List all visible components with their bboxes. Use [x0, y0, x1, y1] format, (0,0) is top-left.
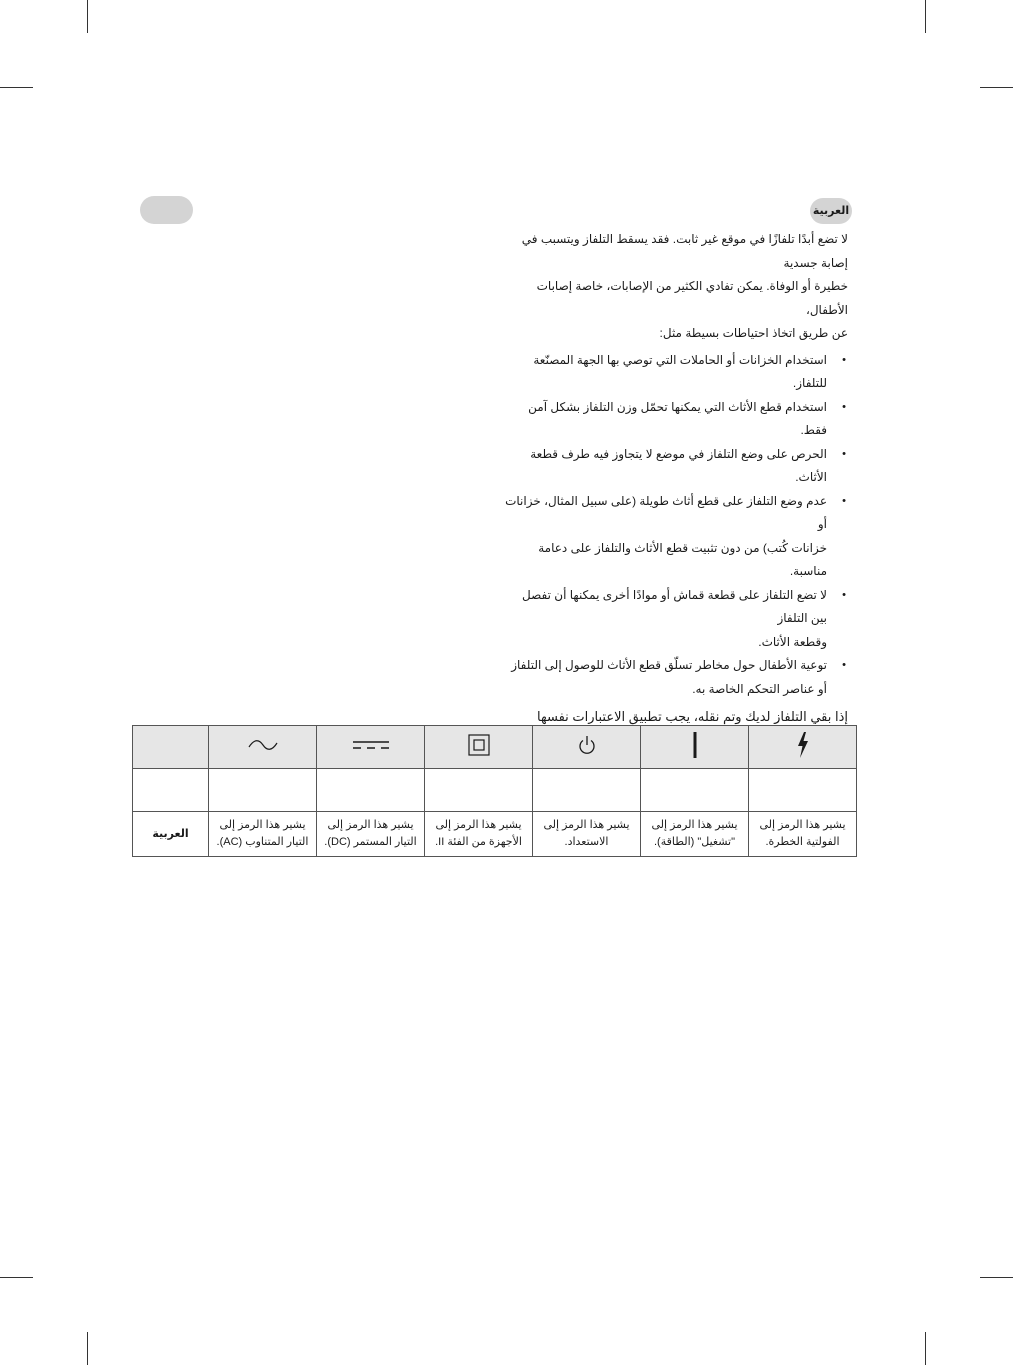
- standby-icon: [578, 735, 596, 755]
- ac-current-icon: [248, 739, 278, 751]
- symbol-description: يشير هذا الرمز إلى التيار المتناوب (AC).: [209, 812, 317, 857]
- symbol-cell-standby: [533, 726, 641, 769]
- intro-line: عن طريق اتخاذ احتياطات بسيطة مثل:: [659, 326, 848, 340]
- class-ii-icon: [468, 734, 490, 756]
- power-on-line-icon: [692, 732, 698, 758]
- symbol-description: يشير هذا الرمز إلى التيار المستمر (DC).: [317, 812, 425, 857]
- precautions-list: [505, 349, 848, 702]
- symbol-cell-lightning: [749, 726, 857, 769]
- symbol-description: يشير هذا الرمز إلى الأجهزة من الفئة II.: [425, 812, 533, 857]
- table-cell: [425, 769, 533, 812]
- list-item: • عدم وضع التلفاز على قطع أثاث طويلة (على سبيل المثال، خزانات أو خزانات كُتب) من دون تثبيت قطع الأثاث والتلفاز على دعامة مناسبة.: [505, 490, 848, 584]
- symbols-spacer-row: [133, 769, 857, 812]
- table-cell: [749, 769, 857, 812]
- symbol-description: يشير هذا الرمز إلى "تشغيل" (الطاقة).: [641, 812, 749, 857]
- intro-line: لا تضع أبدًا تلفازًا في موقع غير ثابت. فقد يسقط التلفاز ويتسبب في إصابة جسدية: [521, 232, 848, 270]
- list-item: • استخدام الخزانات أو الحاملات التي توصي بها الجهة المصنّعة للتلفاز.: [505, 349, 848, 396]
- symbols-icon-row: [133, 726, 857, 769]
- crop-mark: [925, 1332, 926, 1365]
- crop-mark: [980, 1277, 1013, 1278]
- table-cell: [133, 769, 209, 812]
- crop-mark: [0, 87, 33, 88]
- closing-note: إذا بقي التلفاز لديك وتم نقله، يجب تطبيق الاعتبارات نفسها: [537, 709, 848, 724]
- symbol-cell-ac: [209, 726, 317, 769]
- list-item: • لا تضع التلفاز على قطعة قماش أو موادًا أخرى يمكنها أن تفصل بين التلفاز وقطعة الأثاث.: [505, 584, 848, 655]
- crop-mark: [87, 0, 88, 33]
- language-badge: العربية: [810, 198, 852, 224]
- safety-warning-block: [505, 228, 848, 754]
- dc-current-icon: [352, 739, 390, 751]
- symbol-cell-dc: [317, 726, 425, 769]
- crop-mark: [980, 87, 1013, 88]
- language-cell: العربية: [133, 812, 209, 857]
- symbols-description-row: [133, 812, 857, 857]
- symbol-description: يشير هذا الرمز إلى الاستعداد.: [533, 812, 641, 857]
- crop-mark: [925, 0, 926, 33]
- symbol-description: يشير هذا الرمز إلى الفولتية الخطرة.: [749, 812, 857, 857]
- symbols-table: [132, 725, 857, 857]
- crop-mark: [87, 1332, 88, 1365]
- symbol-cell-power-on: [641, 726, 749, 769]
- table-cell: [317, 769, 425, 812]
- table-cell: [209, 769, 317, 812]
- lightning-icon: [796, 732, 810, 758]
- symbol-cell-class-ii: [425, 726, 533, 769]
- list-item: • الحرص على وضع التلفاز في موضع لا يتجاوز فيه طرف قطعة الأثاث.: [505, 443, 848, 490]
- list-item: • استخدام قطع الأثاث التي يمكنها تحمّل وزن التلفاز بشكل آمن فقط.: [505, 396, 848, 443]
- intro-line: خطيرة أو الوفاة. يمكن تفادي الكثير من الإصابات، خاصة إصابات الأطفال،: [536, 279, 848, 317]
- page-number-pill: [140, 196, 193, 224]
- list-item: • توعية الأطفال حول مخاطر تسلّق قطع الأثاث للوصول إلى التلفاز أو عناصر التحكم الخاصة به.: [505, 654, 848, 701]
- crop-mark: [0, 1277, 33, 1278]
- language-column-head: [133, 726, 209, 769]
- table-cell: [533, 769, 641, 812]
- table-cell: [641, 769, 749, 812]
